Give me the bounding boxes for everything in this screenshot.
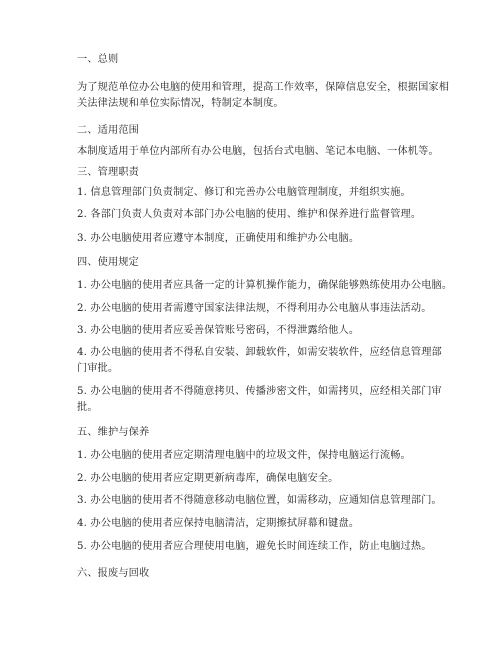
- section-heading: 三、管理职责: [77, 167, 140, 178]
- list-item: 5. 办公电脑的使用者应合理使用电脑，避免长时间连续工作，防止电脑过热。: [77, 541, 432, 552]
- list-item: 4. 办公电脑的使用者不得私自安装、卸载软件，如需安装软件，应经信息管理部: [77, 347, 442, 358]
- section-heading: 五、维护与保养: [77, 427, 150, 438]
- list-item: 1. 信息管理部门负责制定、修订和完善办公电脑管理制度，并组织实施。: [77, 187, 411, 198]
- list-item: 3. 办公电脑的使用者不得随意移动电脑位置，如需移动，应通知信息管理部门。: [77, 495, 442, 506]
- list-item: 3. 办公电脑使用者应遵守本制度，正确使用和维护办公电脑。: [77, 233, 360, 244]
- list-item: 5. 办公电脑的使用者不得随意拷贝、传播涉密文件，如需拷贝，应经相关部门审: [77, 386, 442, 397]
- paragraph-line: 本制度适用于单位内部所有办公电脑，包括台式电脑、笔记本电脑、一体机等。: [77, 146, 439, 157]
- list-item-continuation: 批。: [77, 402, 98, 413]
- list-item: 2. 办公电脑的使用者需遵守国家法律法规，不得利用办公电脑从事违法活动。: [77, 303, 432, 314]
- section-heading: 一、总则: [77, 54, 119, 65]
- list-item: 4. 办公电脑的使用者应保持电脑清洁，定期擦拭屏幕和键盘。: [77, 518, 360, 529]
- section-heading: 二、适用范围: [77, 125, 140, 136]
- list-item: 3. 办公电脑的使用者应妥善保管账号密码，不得泄露给他人。: [77, 325, 360, 336]
- list-item: 2. 办公电脑的使用者应定期更新病毒库，确保电脑安全。: [77, 473, 339, 484]
- section-heading: 四、使用规定: [77, 257, 140, 268]
- list-item: 1. 办公电脑的使用者应定期清理电脑中的垃圾文件，保持电脑运行流畅。: [77, 450, 411, 461]
- list-item: 2. 各部门负责人负责对本部门办公电脑的使用、维护和保养进行监督管理。: [77, 209, 422, 220]
- section-heading: 六、报废与回收: [77, 568, 150, 579]
- paragraph-line: 关法律法规和单位实际情况，特制定本制度。: [77, 98, 284, 109]
- list-item: 1. 办公电脑的使用者应具备一定的计算机操作能力，确保能够熟练使用办公电脑。: [77, 280, 453, 291]
- paragraph-line: 为了规范单位办公电脑的使用和管理，提高工作效率，保障信息安全，根据国家相: [77, 82, 450, 93]
- list-item-continuation: 门审批。: [77, 363, 119, 374]
